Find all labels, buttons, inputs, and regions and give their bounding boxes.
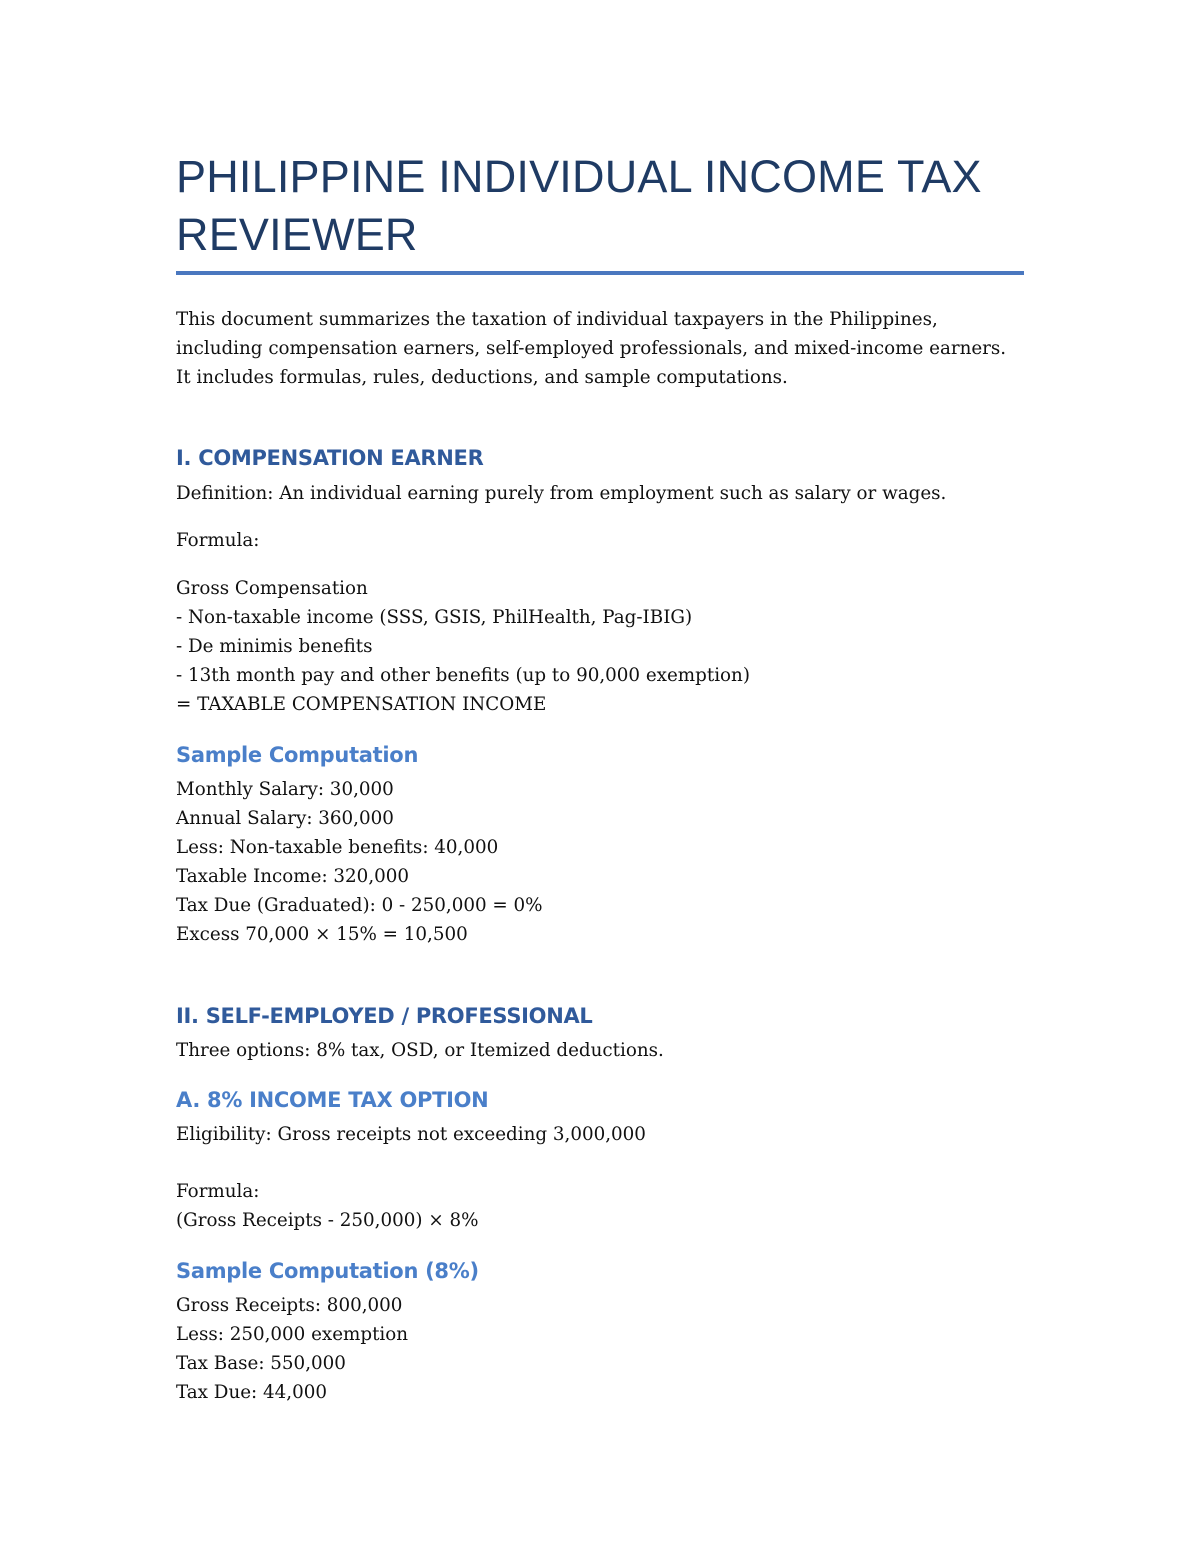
eligibility-text: Eligibility: Gross receipts not exceeding 3,000,000 <box>176 1124 646 1145</box>
formula-line: = TAXABLE COMPENSATION INCOME <box>176 694 547 715</box>
formula-line: - Non-taxable income (SSS, GSIS, PhilHealth, Pag-IBIG) <box>176 607 693 628</box>
document-title: PHILIPPINE INDIVIDUAL INCOME TAX REVIEWER <box>176 151 982 260</box>
formula-line: (Gross Receipts - 250,000) × 8% <box>176 1210 479 1231</box>
computation-line: Tax Due: 44,000 <box>176 1382 327 1403</box>
intro-paragraph: This document summarizes the taxation of individual taxpayers in the Philippines, including compensation earners, self-employed professionals, and mixed-income earners. It includes formulas, rules, deductions, and sample computations. <box>176 309 1007 388</box>
computation-line: Tax Base: 550,000 <box>176 1353 346 1374</box>
title-underline <box>176 271 1024 275</box>
self-employed-options: Three options: 8% tax, OSD, or Itemized deductions. <box>176 1040 664 1061</box>
compensation-sample-computation <box>176 775 1026 949</box>
formula-line: - De minimis benefits <box>176 636 373 657</box>
computation-line: Gross Receipts: 800,000 <box>176 1295 403 1316</box>
compensation-definition: Definition: An individual earning purely from employment such as salary or wages. <box>176 483 947 504</box>
formula-line: Gross Compensation <box>176 578 368 599</box>
section-heading-compensation-earner: I. COMPENSATION EARNER <box>176 446 484 470</box>
compensation-formula <box>176 574 1026 719</box>
computation-line: Less: 250,000 exemption <box>176 1324 409 1345</box>
subsection-heading-8-percent: A. 8% INCOME TAX OPTION <box>176 1088 489 1112</box>
computation-line: Excess 70,000 × 15% = 10,500 <box>176 924 468 945</box>
sample-computation-heading: Sample Computation <box>176 743 419 767</box>
8-percent-sample-computation <box>176 1291 1026 1407</box>
computation-line: Monthly Salary: 30,000 <box>176 779 394 800</box>
section-heading-self-employed: II. SELF-EMPLOYED / PROFESSIONAL <box>176 1004 593 1028</box>
formula-line: - 13th month pay and other benefits (up to 90,000 exemption) <box>176 665 750 686</box>
8-percent-formula <box>176 1177 1026 1235</box>
computation-line: Less: Non-taxable benefits: 40,000 <box>176 837 499 858</box>
computation-line: Annual Salary: 360,000 <box>176 808 394 829</box>
compensation-formula-label: Formula: <box>176 530 260 551</box>
sample-computation-8-percent-heading: Sample Computation (8%) <box>176 1259 479 1283</box>
computation-line: Tax Due (Graduated): 0 - 250,000 = 0% <box>176 895 543 916</box>
computation-line: Taxable Income: 320,000 <box>176 866 410 887</box>
formula-label: Formula: <box>176 1181 260 1202</box>
